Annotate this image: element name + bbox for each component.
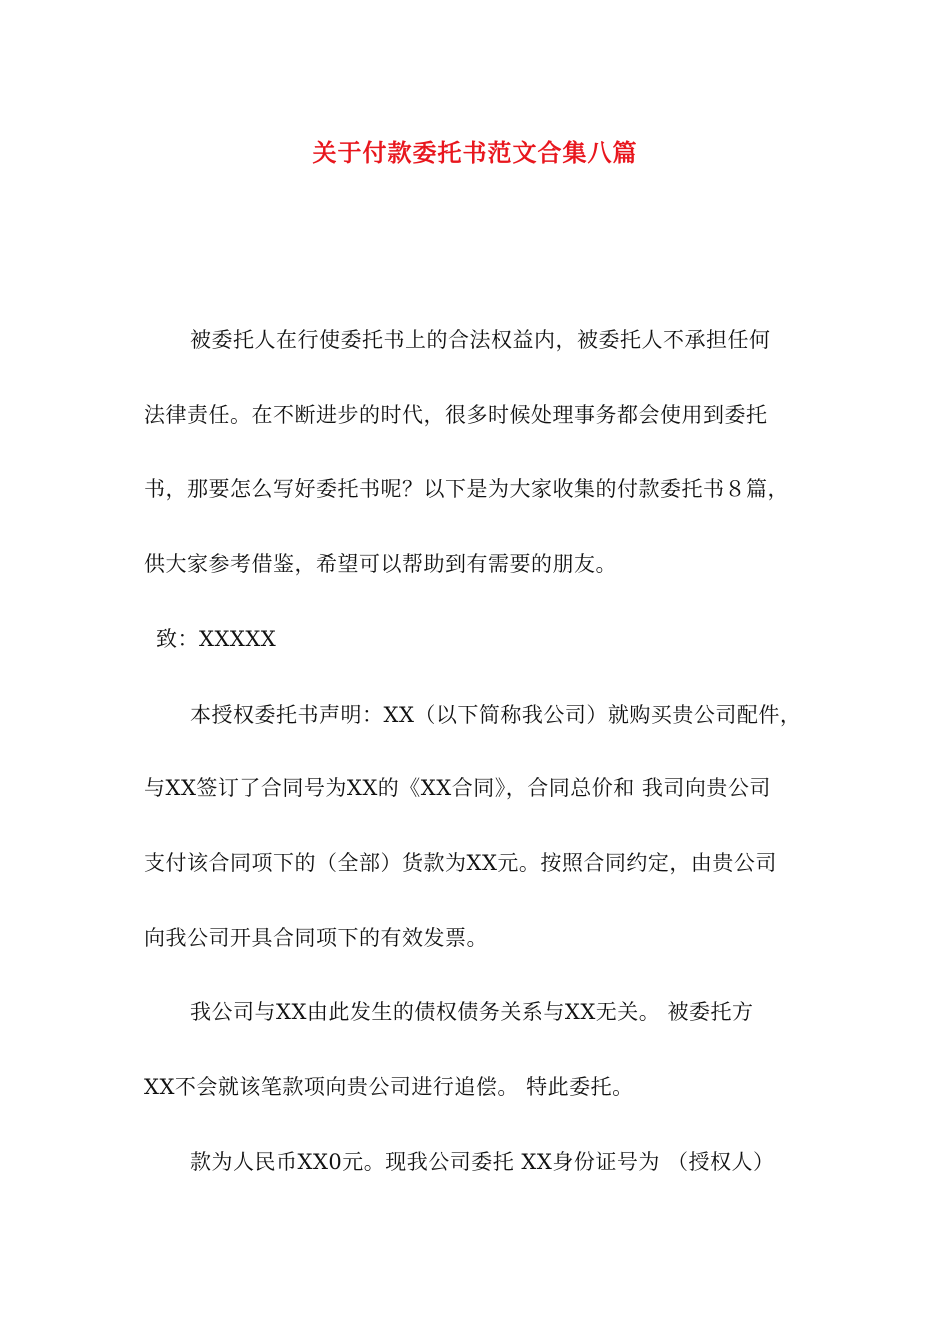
paragraph-2-line-4: 向我公司开具合同项下的有效发票。 (144, 926, 488, 950)
document-title: 关于付款委托书范文合集八篇 (312, 139, 638, 167)
paragraph-1-line-2: 法律责任。在不断进步的时代，很多时候处理事务都会使用到委托 (144, 403, 768, 427)
paragraph-2-line-3: 支付该合同项下的（全部）货款为XX元。按照合同约定，由贵公司 (144, 851, 777, 875)
salutation-line: 致：XXXXX (156, 627, 277, 651)
paragraph-2-line-1: 本授权委托书声明：XX（以下简称我公司）就购买贵公司配件， (190, 703, 802, 727)
paragraph-4-line-1: 款为人民币XX0元。现我公司委托 XX身份证号为 （授权人） (190, 1150, 775, 1174)
paragraph-1-line-1: 被委托人在行使委托书上的合法权益内，被委托人不承担任何 (190, 328, 771, 352)
paragraph-1-line-3: 书，那要怎么写好委托书呢？以下是为大家收集的付款委托书８篇， (144, 477, 789, 501)
paragraph-1-line-4: 供大家参考借鉴，希望可以帮助到有需要的朋友。 (144, 552, 617, 576)
paragraph-2-line-2: 与XX签订了合同号为XX的《XX合同》，合同总价和 我司向贵公司 (144, 776, 771, 800)
paragraph-3-line-1: 我公司与XX由此发生的债权债务关系与XX无关。 被委托方 (190, 1000, 754, 1024)
paragraph-3-line-2: XX不会就该笔款项向贵公司进行追偿。 特此委托。 (144, 1075, 634, 1099)
